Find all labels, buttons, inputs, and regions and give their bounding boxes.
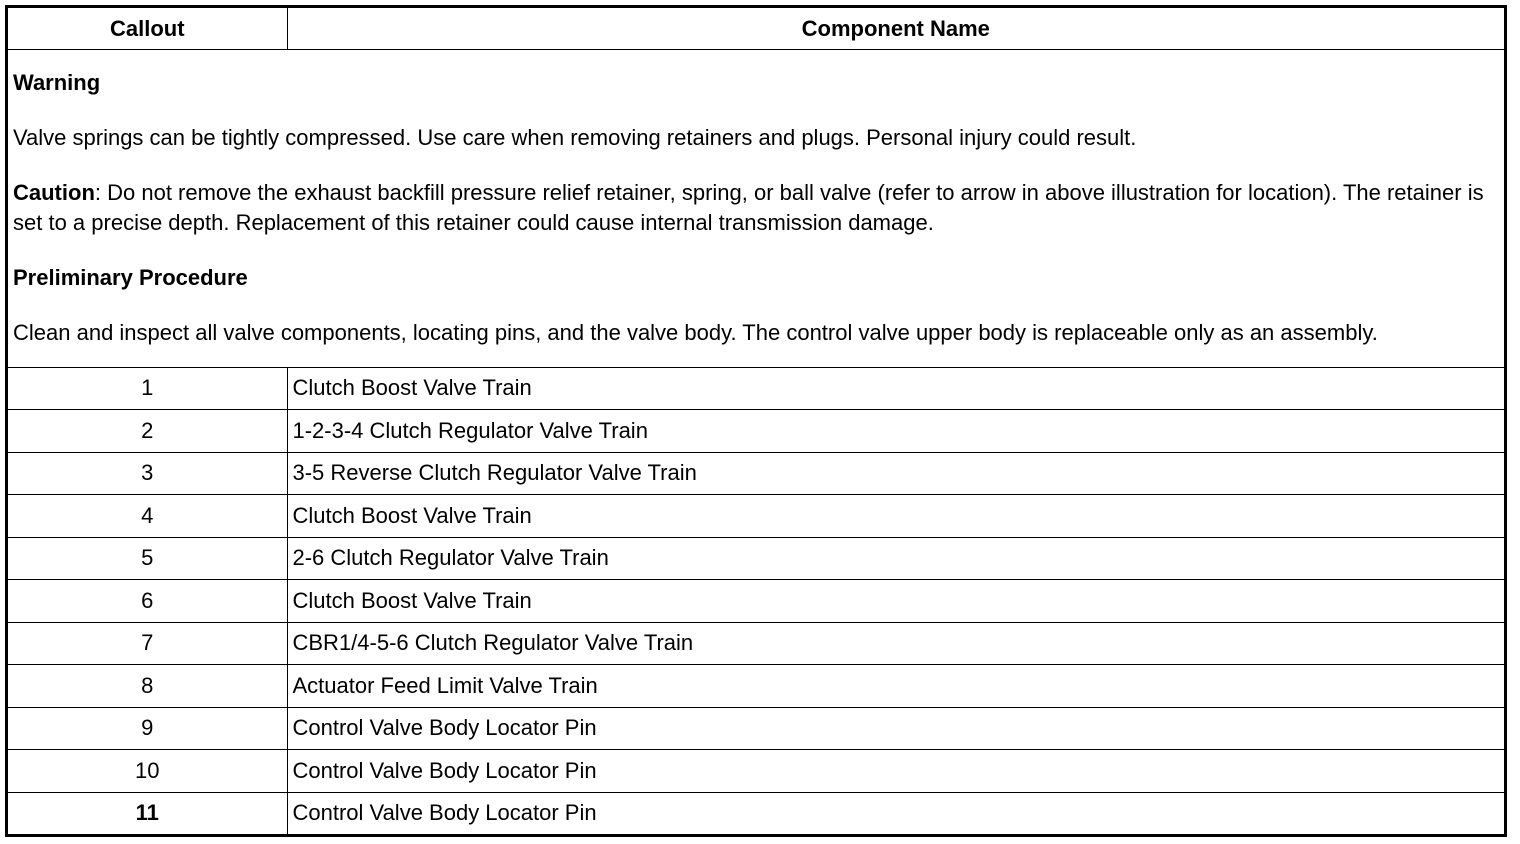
header-component-name: Component Name xyxy=(287,8,1504,50)
callout-number: 1 xyxy=(8,367,287,410)
callout-number: 4 xyxy=(8,495,287,538)
table-row xyxy=(8,622,1504,665)
table-row xyxy=(8,537,1504,580)
component-name: Control Valve Body Locator Pin xyxy=(287,792,1504,834)
callout-number: 6 xyxy=(8,580,287,623)
table-row xyxy=(8,750,1504,793)
notes-cell xyxy=(8,50,1504,368)
caution-text: : Do not remove the exhaust backfill pressure relief retainer, spring, or ball valve (refer to arrow in above illustration for location). The retainer is set to a precise depth. Replacement of this retainer could cause internal transmission damage. xyxy=(13,180,1484,236)
component-name: 1-2-3-4 Clutch Regulator Valve Train xyxy=(287,410,1504,453)
callout-number: 7 xyxy=(8,622,287,665)
callout-number: 8 xyxy=(8,665,287,708)
caution-paragraph xyxy=(13,178,1499,238)
component-name: Actuator Feed Limit Valve Train xyxy=(287,665,1504,708)
callout-number: 10 xyxy=(8,750,287,793)
table-row xyxy=(8,410,1504,453)
callout-table xyxy=(8,8,1504,834)
warning-text: Valve springs can be tightly compressed. Use care when removing retainers and plugs. Personal injury could result. xyxy=(13,125,1137,151)
component-name: Clutch Boost Valve Train xyxy=(287,367,1504,410)
header-callout: Callout xyxy=(8,8,287,50)
preliminary-text: Clean and inspect all valve components, locating pins, and the valve body. The control valve upper body is replaceable only as an assembly. xyxy=(13,320,1378,346)
component-name: Control Valve Body Locator Pin xyxy=(287,707,1504,750)
callout-table-frame xyxy=(5,5,1507,837)
component-name: 3-5 Reverse Clutch Regulator Valve Train xyxy=(287,452,1504,495)
warning-title: Warning xyxy=(13,70,101,96)
component-name: Clutch Boost Valve Train xyxy=(287,495,1504,538)
table-row xyxy=(8,707,1504,750)
table-row xyxy=(8,367,1504,410)
notes-row xyxy=(8,50,1504,368)
table-row xyxy=(8,580,1504,623)
component-name: Control Valve Body Locator Pin xyxy=(287,750,1504,793)
table-row xyxy=(8,452,1504,495)
table-row xyxy=(8,495,1504,538)
table-row xyxy=(8,792,1504,834)
preliminary-title: Preliminary Procedure xyxy=(13,265,248,291)
callout-number: 3 xyxy=(8,452,287,495)
table-header-row xyxy=(8,8,1504,50)
table-row xyxy=(8,665,1504,708)
component-name: 2-6 Clutch Regulator Valve Train xyxy=(287,537,1504,580)
callout-number: 5 xyxy=(8,537,287,580)
callout-number: 2 xyxy=(8,410,287,453)
caution-label: Caution xyxy=(13,180,95,206)
callout-number: 11 xyxy=(8,792,287,834)
component-name: CBR1/4-5-6 Clutch Regulator Valve Train xyxy=(287,622,1504,665)
callout-number: 9 xyxy=(8,707,287,750)
component-name: Clutch Boost Valve Train xyxy=(287,580,1504,623)
